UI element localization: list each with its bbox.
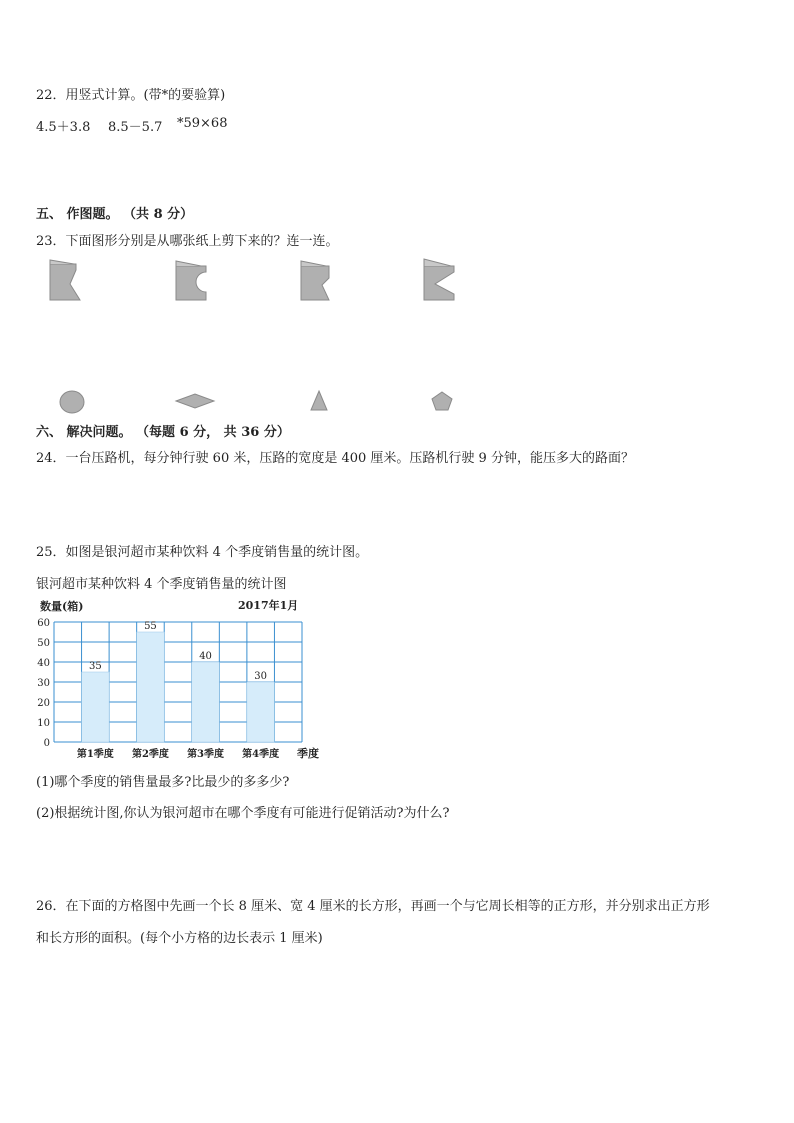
y-tick-label: 50 [37, 638, 50, 649]
x-tick-label: 第3季度 [187, 749, 225, 760]
q22-item-3: *59×68 [177, 116, 228, 131]
circle-icon [56, 389, 88, 415]
chart-bars [82, 632, 275, 742]
paper-notch-semicircle-icon [173, 258, 213, 302]
bar-value-label: 35 [88, 661, 102, 672]
q25-text: 25．如图是银河超市某种饮料 4 个季度销售量的统计图。 [36, 545, 369, 560]
q26-line1: 26．在下面的方格图中先画一个长 8 厘米、宽 4 厘米的长方形，再画一个与它周长相等的正方形，并分别求出正方形 [36, 899, 710, 914]
x-tick-label: 第1季度 [76, 749, 114, 760]
q25-sub1: (1)哪个季度的销售量最多?比最少的多多少? [36, 775, 290, 790]
x-tick-label: 第4季度 [242, 749, 280, 760]
y-tick-label: 60 [37, 618, 50, 629]
chart-ylabel: 数量(箱) [40, 600, 84, 613]
y-tick-label: 40 [37, 658, 50, 669]
y-tick-label: 20 [37, 698, 50, 709]
paper-notch-triangle-icon [48, 258, 84, 302]
q23-title: 23．下面图形分别是从哪张纸上剪下来的？连一连。 [36, 234, 339, 249]
diamond-icon [173, 391, 217, 411]
y-tick-label: 10 [37, 718, 50, 729]
chart-xlabel: 季度 [297, 747, 319, 760]
paper-notch-triangle-small-icon [298, 258, 334, 302]
bar-value-label: 55 [144, 621, 157, 632]
q24-text: 24．一台压路机，每分钟行驶 60 米，压路的宽度是 400 厘米。压路机行驶 9 分钟，能压多大的路面？ [36, 451, 634, 466]
bar-3 [192, 662, 220, 742]
bar-value-label: 30 [254, 671, 268, 682]
q22-item-1: 4.5＋3.8 [36, 120, 91, 135]
x-tick-label: 第2季度 [131, 749, 169, 760]
bar-value-label: 40 [199, 651, 212, 662]
sales-bar-chart [30, 596, 330, 764]
pentagon-icon [429, 389, 455, 413]
section6-title: 六、 解决问题。 （每题 6 分， 共 36 分） [36, 425, 290, 440]
bar-1 [82, 672, 110, 742]
triangle-icon [308, 389, 330, 413]
paper-notch-wedge-icon [421, 256, 459, 302]
bar-4 [247, 682, 275, 742]
y-tick-label: 0 [43, 738, 50, 749]
q22-title: 22．用竖式计算。(带*的要验算) [36, 88, 226, 103]
q25-sub2: (2)根据统计图,你认为银河超市在哪个季度有可能进行促销活动?为什么? [36, 806, 450, 821]
bar-2 [137, 632, 165, 742]
y-tick-label: 30 [37, 678, 50, 689]
q22-item-2: 8.5－5.7 [108, 120, 163, 135]
q25-chart-caption: 银河超市某种饮料 4 个季度销售量的统计图 [36, 577, 287, 592]
q26-line2: 和长方形的面积。(每个小方格的边长表示 1 厘米) [36, 931, 323, 946]
section5-title: 五、 作图题。 （共 8 分） [36, 207, 194, 222]
chart-title: 2017年1月 [238, 599, 299, 612]
